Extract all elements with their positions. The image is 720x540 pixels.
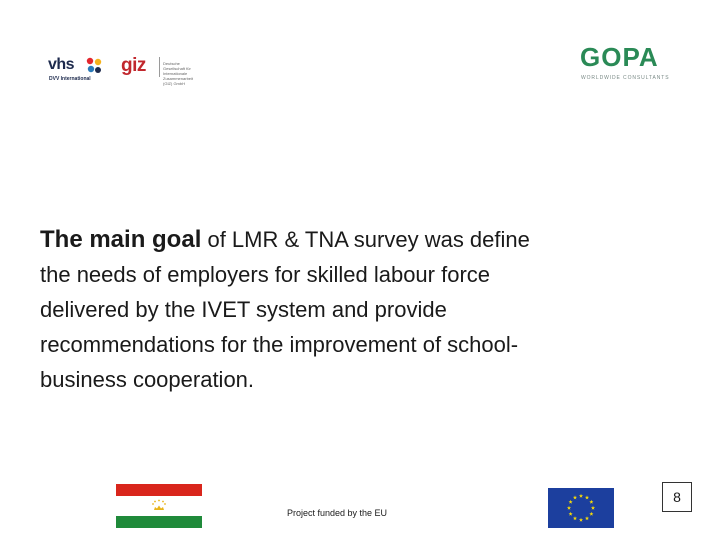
eu-star <box>573 495 577 499</box>
giz-subtitle <box>163 61 193 86</box>
eu-flag <box>548 488 614 528</box>
eu-star <box>573 516 577 520</box>
main-line-1 <box>40 222 680 257</box>
main-line-1-rest: of LMR & TNA survey was define <box>201 227 530 252</box>
funded-by-eu-text: Project funded by the EU <box>287 508 388 518</box>
tajikistan-flag <box>116 484 202 528</box>
eu-star <box>585 516 589 520</box>
main-statement <box>40 222 680 397</box>
main-goal-label: The main goal <box>40 226 202 253</box>
gopa-subtitle: WORLDWIDE CONSULTANTS <box>581 75 670 81</box>
giz-subtitle-line1: Deutsche Gesellschaft für <box>163 61 191 71</box>
flag-green-stripe <box>116 516 202 528</box>
main-line-5: business cooperation. <box>40 367 255 392</box>
vhs-subtitle: DVV International <box>49 76 91 82</box>
giz-subtitle-line2: Internationale Zusammenarbeit (GIZ) GmbH <box>163 71 194 86</box>
crown-stars-icon <box>150 497 168 515</box>
gopa-logo <box>579 42 673 86</box>
flag-red-stripe <box>116 484 202 496</box>
eu-star <box>579 494 583 498</box>
giz-divider <box>159 57 160 77</box>
vhs-logo <box>48 56 106 88</box>
eu-star <box>585 495 589 499</box>
vhs-dots-icon <box>85 57 103 75</box>
eu-star <box>569 500 573 504</box>
page-number: 8 <box>662 482 692 512</box>
eu-star <box>567 506 571 510</box>
eu-star <box>579 518 583 522</box>
vhs-wordmark: vhs <box>48 56 75 73</box>
eu-star <box>589 512 593 516</box>
eu-star <box>569 512 573 516</box>
eu-star <box>589 500 593 504</box>
gopa-wordmark: GOPA <box>580 42 659 72</box>
main-line-3: delivered by the IVET system and provide <box>40 297 447 322</box>
giz-wordmark: giz <box>121 55 146 76</box>
giz-logo <box>121 55 194 86</box>
main-line-4: recommendations for the improvement of school- <box>40 332 519 357</box>
eu-star <box>591 506 595 510</box>
main-line-2: the needs of employers for skilled labour force <box>40 262 491 287</box>
eu-stars-icon <box>548 488 614 528</box>
